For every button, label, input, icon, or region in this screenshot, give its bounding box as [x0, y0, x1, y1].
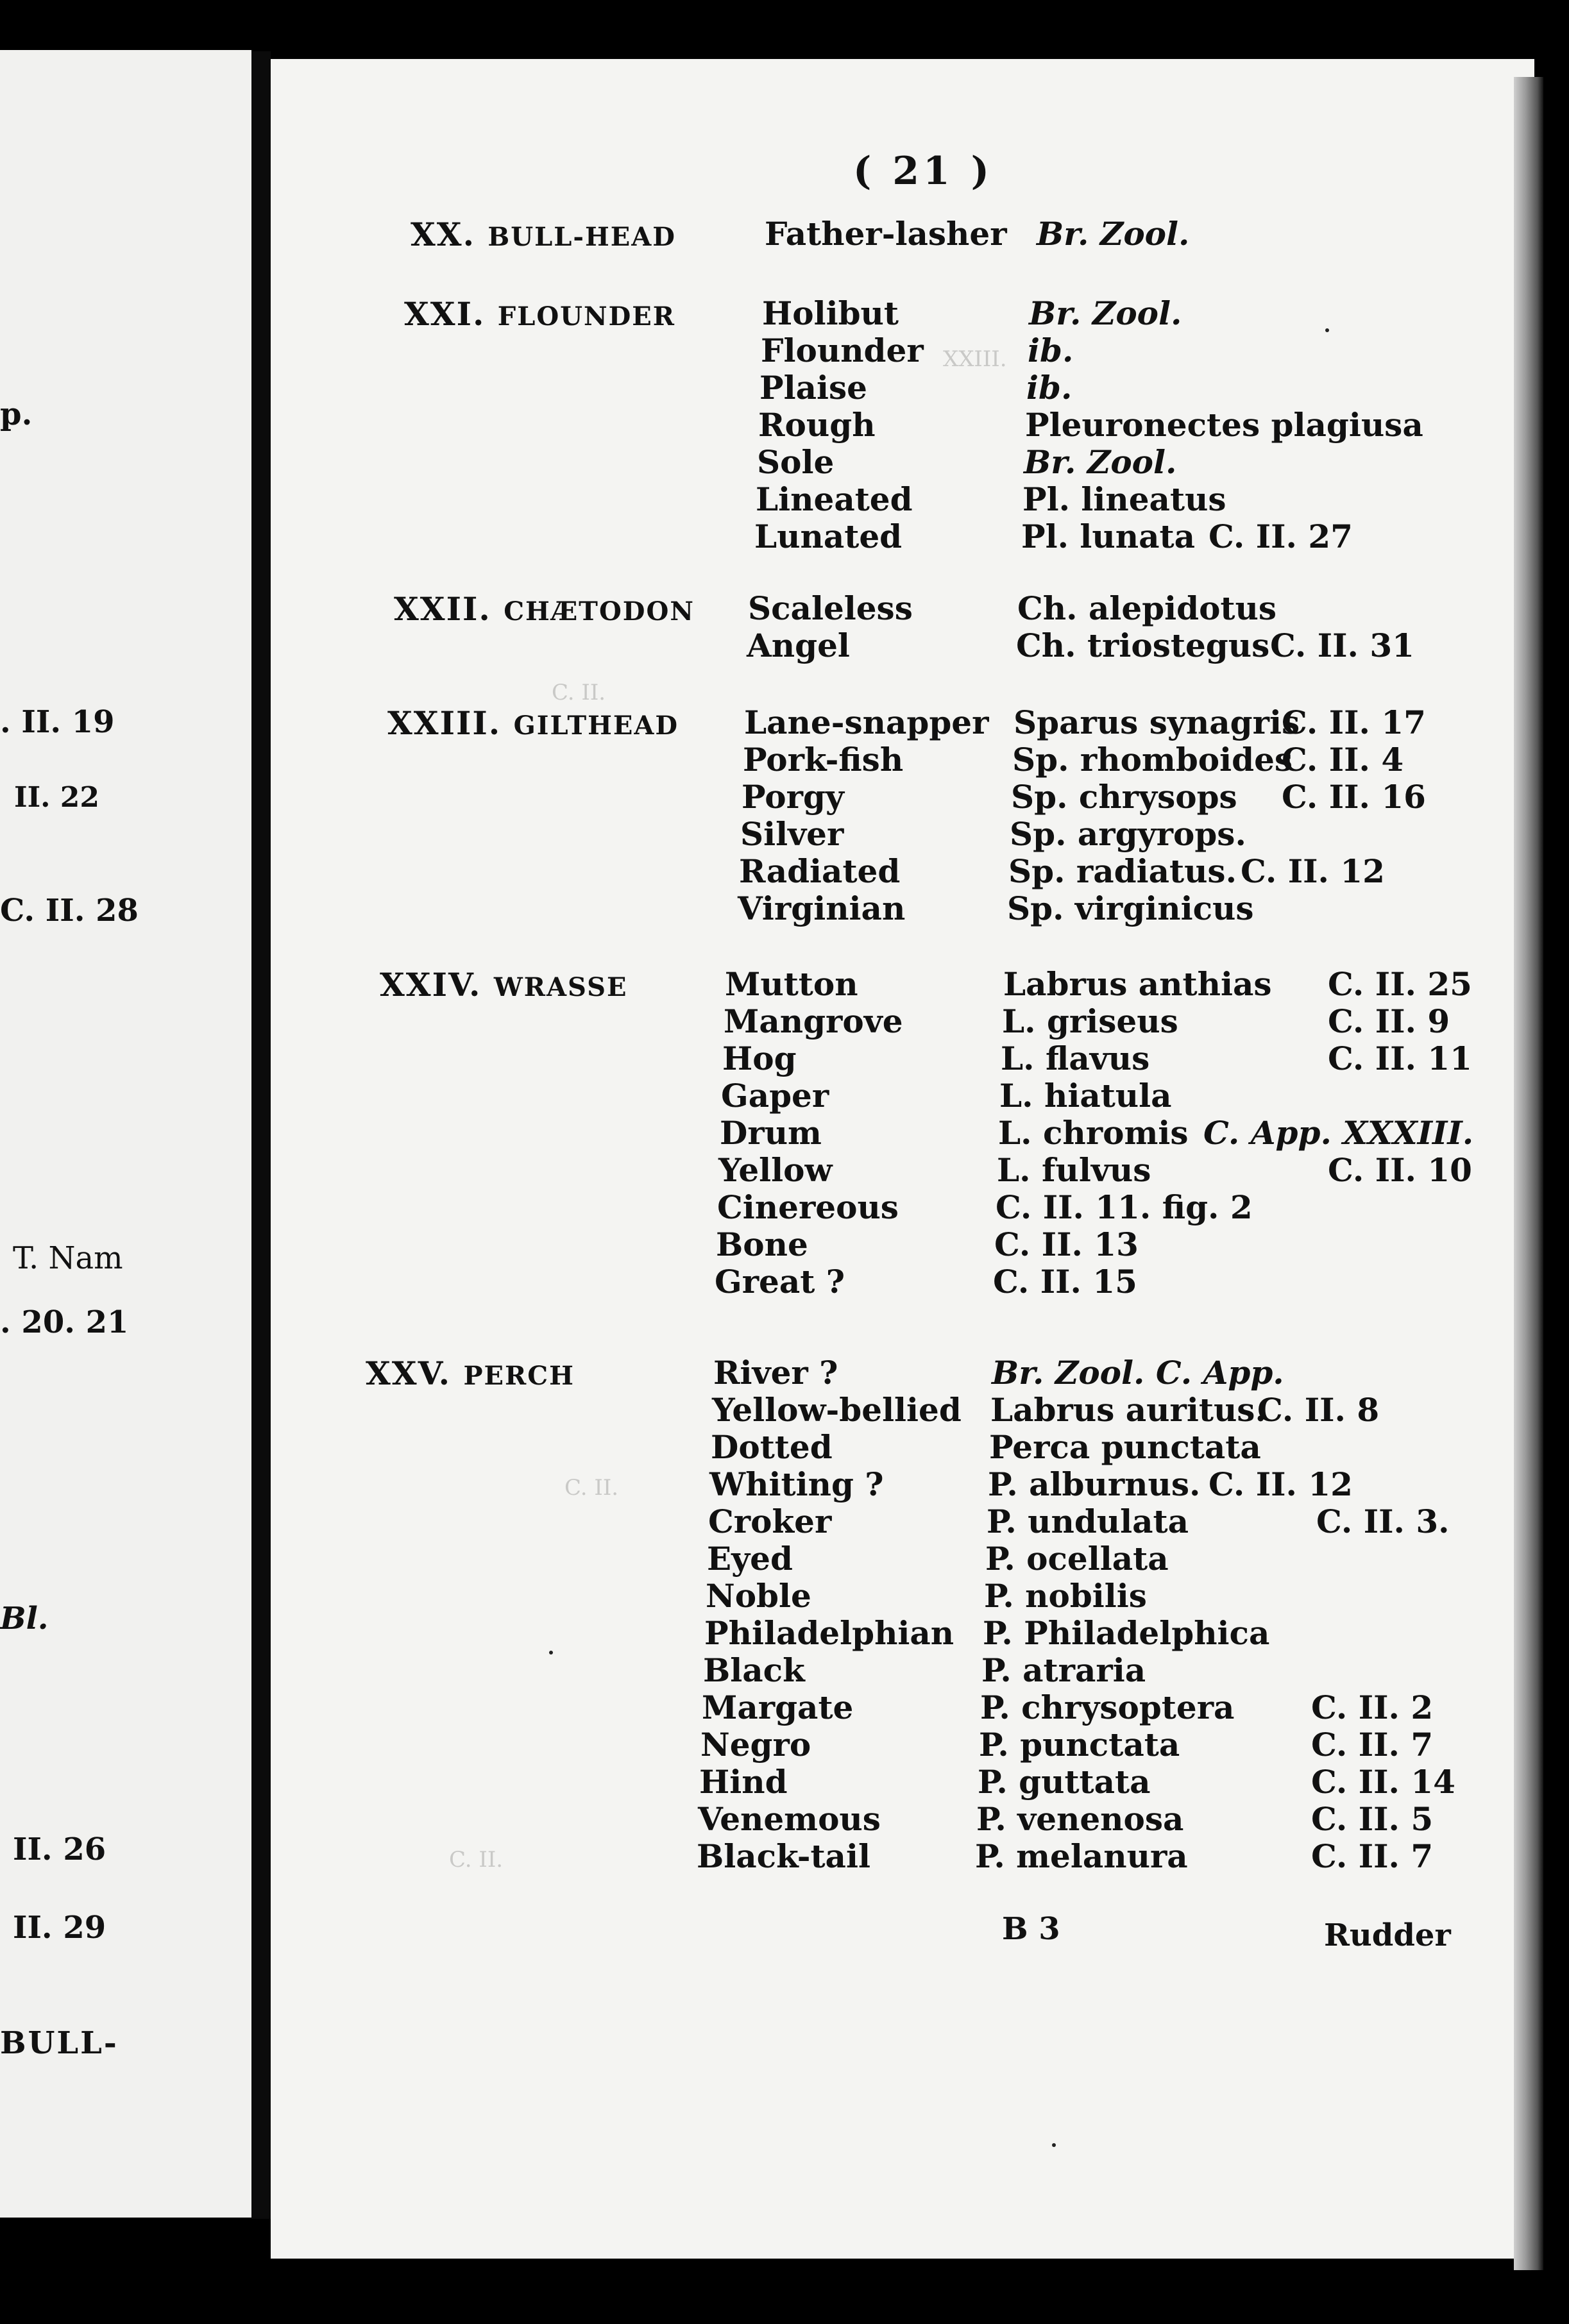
species-reference: Sp. radiatus.	[1008, 852, 1237, 890]
species-reference: L. flavus	[1001, 1040, 1150, 1077]
species-reference: Br. Zool.	[1029, 294, 1182, 332]
species-reference: Br. Zool.	[1024, 443, 1177, 481]
genus-numeral: XXIII.	[387, 704, 514, 742]
species-reference: P. ocellata	[985, 1540, 1169, 1578]
species-reference: P. alburnus.	[988, 1465, 1201, 1503]
species-name: Hind	[699, 1763, 788, 1801]
species-name: Philadelphian	[704, 1614, 954, 1652]
genus-heading	[366, 1354, 575, 1392]
genus-heading	[404, 295, 675, 333]
species-reference: Sp. rhomboides	[1012, 741, 1293, 779]
plate-citation: C. App. XXXIII.	[1203, 1114, 1474, 1152]
genus-heading	[394, 590, 695, 628]
genus-numeral: XXV.	[366, 1354, 464, 1392]
species-name: Black	[703, 1651, 805, 1689]
species-reference: P. undulata	[987, 1503, 1189, 1540]
genus-heading	[380, 966, 627, 1004]
species-reference: Labrus anthias	[1003, 965, 1272, 1003]
species-name: Venemous	[698, 1800, 881, 1838]
species-reference: P. venenosa	[976, 1800, 1184, 1838]
species-name: Mangrove	[724, 1002, 903, 1040]
show-through-text: C. II.	[564, 1475, 619, 1501]
genus-numeral: XX.	[411, 215, 488, 253]
species-reference: Pl. lineatus	[1022, 480, 1226, 518]
genus-name: BULL-HEAD	[488, 222, 676, 252]
catchword: Rudder	[1324, 1917, 1451, 1953]
genus-name: WRASSE	[493, 972, 628, 1002]
species-reference: C. II. 13	[994, 1225, 1139, 1263]
species-reference: L. griseus	[1002, 1002, 1178, 1040]
species-reference: Pleuronectes plagiusa	[1025, 406, 1423, 444]
species-name: Sole	[757, 443, 835, 481]
species-name: Noble	[706, 1577, 811, 1615]
left-page-fragment: . 20. 21	[0, 1304, 129, 1340]
species-reference: Perca punctata	[989, 1428, 1261, 1466]
plate-citation: C. II. 27	[1209, 518, 1353, 555]
species-reference: C. II. 15	[993, 1263, 1137, 1301]
show-through-text: C. II.	[449, 1847, 504, 1873]
genus-name: PERCH	[463, 1361, 575, 1391]
left-page-fragment: II. 22	[14, 781, 100, 814]
species-name: Angel	[747, 627, 850, 664]
ink-speck	[1052, 2143, 1056, 2147]
species-name: Yellow-bellied	[712, 1391, 962, 1429]
species-name: Eyed	[707, 1540, 793, 1578]
genus-heading	[387, 704, 679, 742]
genus-name: CHÆTODON	[504, 596, 695, 627]
species-name: Radiated	[739, 852, 901, 890]
species-name: Drum	[720, 1114, 822, 1152]
plate-citation: C. II. 12	[1209, 1465, 1353, 1503]
species-reference: P. chrysoptera	[980, 1688, 1235, 1726]
species-reference: Br. Zool. C. App.	[992, 1354, 1284, 1392]
species-reference: Sparus synagris	[1013, 703, 1300, 741]
species-name: River ?	[713, 1354, 838, 1392]
plate-citation: C. II. 7	[1311, 1726, 1434, 1764]
species-name: Cinereous	[717, 1188, 899, 1226]
species-name: Pork-fish	[743, 741, 904, 779]
genus-numeral: XXI.	[404, 295, 498, 333]
species-name: Dotted	[711, 1428, 833, 1466]
species-name: Flounder	[761, 332, 924, 369]
species-reference: Labrus auritus.	[990, 1391, 1266, 1429]
species-reference: Pl. lunata	[1021, 518, 1195, 555]
plate-citation: C. II. 25	[1328, 965, 1472, 1003]
species-reference: P. nobilis	[984, 1577, 1147, 1615]
species-name: Silver	[740, 815, 844, 853]
show-through-text: XXIII.	[943, 346, 1007, 372]
species-name: Croker	[708, 1503, 832, 1540]
species-reference: ib.	[1026, 369, 1073, 407]
plate-citation: C. II. 3.	[1316, 1503, 1450, 1540]
plate-citation: C. II. 2	[1311, 1688, 1434, 1726]
genus-name: FLOUNDER	[497, 301, 676, 332]
species-reference: P. punctata	[979, 1726, 1180, 1764]
species-name: Holibut	[762, 294, 899, 332]
species-name: Porgy	[742, 778, 844, 816]
species-reference: ib.	[1028, 332, 1074, 369]
page-number: ( 21 )	[853, 149, 994, 194]
left-page-fragment: BULL-	[0, 2025, 119, 2061]
plate-citation: C. II. 4	[1282, 741, 1404, 779]
plate-citation: C. II. 5	[1311, 1800, 1434, 1838]
plate-citation: C. II. 8	[1257, 1391, 1380, 1429]
species-name: Mutton	[725, 965, 858, 1003]
left-page-fragment: . II. 19	[0, 704, 115, 740]
species-name: Lunated	[754, 518, 903, 555]
plate-citation: C. II. 16	[1282, 778, 1426, 816]
species-name: Margate	[702, 1688, 854, 1726]
species-name: Whiting ?	[709, 1465, 884, 1503]
species-name: Bone	[716, 1225, 808, 1263]
species-name: Lane-snapper	[744, 703, 989, 741]
left-page-fragment: II. 26	[13, 1831, 106, 1867]
species-reference: P. Philadelphica	[983, 1614, 1270, 1652]
species-reference: Ch. triostegus	[1016, 627, 1270, 664]
species-reference: L. fulvus	[997, 1151, 1151, 1189]
left-page-fragment: II. 29	[13, 1910, 106, 1946]
species-reference: P. atraria	[981, 1651, 1146, 1689]
species-reference: P. guttata	[978, 1763, 1151, 1801]
species-name: Yellow	[718, 1151, 833, 1189]
left-page-fragment: T. Nam	[13, 1240, 123, 1276]
species-name: Father-lasher	[765, 215, 1007, 253]
left-page-fragment: C. II. 28	[0, 893, 139, 929]
plate-citation: C. II. 14	[1311, 1763, 1455, 1801]
species-name: Black-tail	[697, 1837, 870, 1875]
species-reference: L. chromis	[998, 1114, 1189, 1152]
genus-heading	[411, 215, 676, 253]
left-page-fragment: Bl.	[0, 1601, 49, 1637]
species-reference: Sp. chrysops	[1011, 778, 1237, 816]
left-page-fragment: p.	[0, 396, 33, 432]
species-name: Lineated	[756, 480, 913, 518]
plate-citation: C. II. 31	[1270, 627, 1414, 664]
plate-citation: C. II. 10	[1328, 1151, 1472, 1189]
show-through-text: C. II.	[552, 680, 606, 705]
species-name: Negro	[700, 1726, 811, 1764]
plate-citation: C. II. 9	[1328, 1002, 1450, 1040]
species-reference: Sp. argyrops.	[1010, 815, 1246, 853]
plate-citation: C. II. 7	[1311, 1837, 1434, 1875]
plate-citation: C. II. 17	[1282, 703, 1426, 741]
species-name: Hog	[722, 1040, 797, 1077]
species-reference: P. melanura	[975, 1837, 1188, 1875]
genus-numeral: XXIV.	[380, 966, 494, 1004]
species-name: Virginian	[738, 889, 906, 927]
ink-speck	[1325, 328, 1329, 332]
species-reference: Br. Zool.	[1037, 215, 1190, 253]
plate-citation: C. II. 11	[1328, 1040, 1472, 1077]
species-name: Rough	[758, 406, 876, 444]
plate-citation: C. II. 12	[1241, 852, 1385, 890]
page-edge	[1514, 77, 1543, 2270]
signature-mark: B 3	[1002, 1911, 1060, 1947]
species-reference: Ch. alepidotus	[1017, 589, 1277, 627]
book-gutter	[251, 51, 271, 2219]
species-name: Great ?	[715, 1263, 845, 1301]
species-reference: L. hiatula	[999, 1077, 1172, 1115]
species-name: Plaise	[759, 369, 867, 407]
species-reference: Sp. virginicus	[1007, 889, 1254, 927]
species-name: Scaleless	[748, 589, 913, 627]
species-name: Gaper	[721, 1077, 829, 1115]
species-reference: C. II. 11. fig. 2	[996, 1188, 1253, 1226]
ink-speck	[549, 1651, 553, 1655]
left-page	[0, 50, 251, 2218]
genus-numeral: XXII.	[394, 590, 504, 628]
genus-name: GILTHEAD	[513, 711, 679, 741]
